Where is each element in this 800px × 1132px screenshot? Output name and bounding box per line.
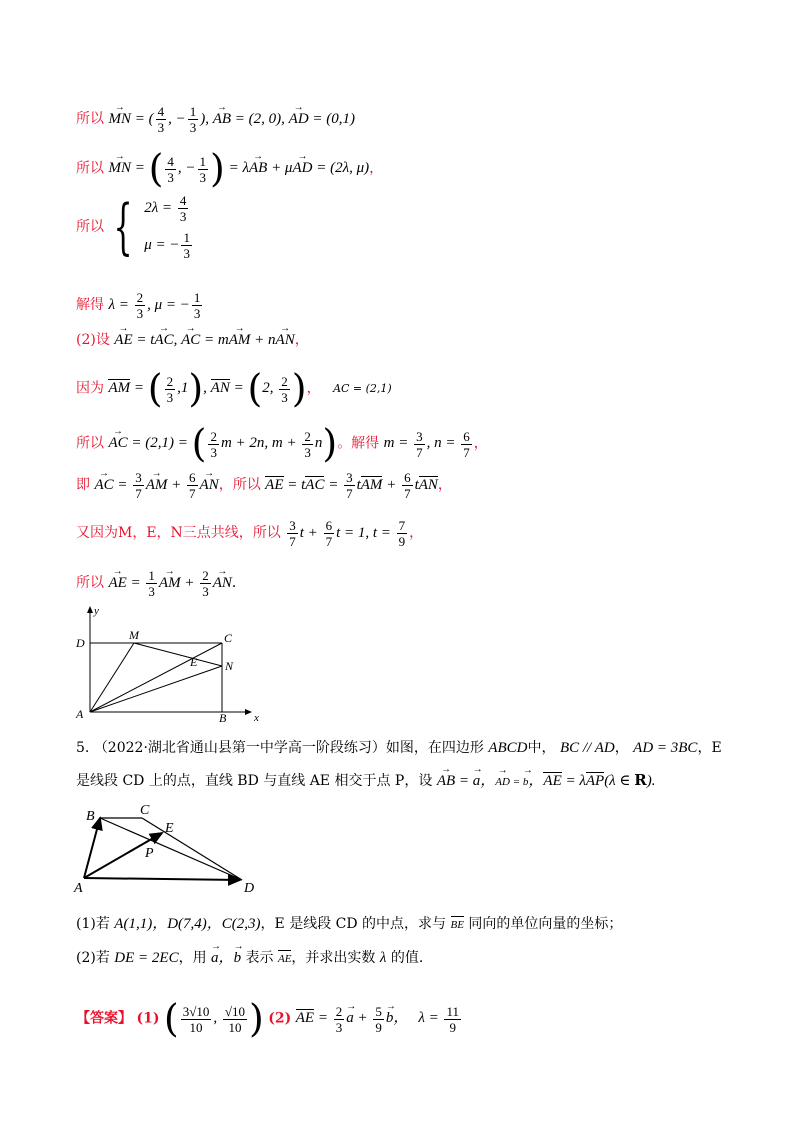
period: ． <box>231 574 246 591</box>
fig2-point-d: D <box>244 881 255 896</box>
quadrilateral-figure <box>70 800 270 900</box>
solution-line-6 <box>76 367 392 411</box>
comma: ， <box>369 160 384 177</box>
point-c-label: C <box>224 631 233 645</box>
ac-note: AC = (2,1) <box>333 382 392 396</box>
problem5-line-1: 5. （2022·湖北省通山县第一中学高一阶段练习）如图，在四边形 ABCD中， BC // AD， AD = 3BC，E <box>76 740 722 756</box>
fig2-point-b: B <box>86 809 95 824</box>
solution-line-2 <box>76 147 384 191</box>
comma: ， <box>437 476 452 493</box>
de-condition: DE = 2EC <box>114 950 179 966</box>
solution-line-1 <box>76 104 355 135</box>
problem-line1-tail: ，E <box>697 740 722 756</box>
equation-lambda-mu: λ = $\frac{2}{3}$ , μ = − $\frac{1}{3}$ <box>108 290 201 321</box>
vector-be: BE <box>451 919 464 931</box>
point-e-label: E <box>190 655 198 669</box>
equation-ae-final: → AE = $\frac{1}{3}$ → AM + $\frac{2}{3}$ → AN <box>108 575 231 591</box>
vectors-ab: → a，→ b <box>211 950 241 966</box>
fig2-point-a: A <box>74 881 83 896</box>
comma: ， <box>473 435 488 452</box>
problem5-part1 <box>76 914 622 935</box>
answer-part1: ( $\frac{3√10}{10}$ , $\frac{√10}{10}$ ) <box>163 997 264 1041</box>
problem-number: 5. <box>76 740 90 756</box>
comma: ， <box>294 332 309 348</box>
part1-tail: ，E 是线段 CD 的中点，求与 <box>260 916 447 932</box>
problem-line2: 是线段 CD 上的点，直线 BD 与直线 AE 相交于点 P，设 <box>76 773 433 789</box>
so-label: 所以 <box>76 435 104 452</box>
point-m-label: M <box>129 628 139 642</box>
equation-ae-t: AE = tAC = $\frac{3}{7}$ tAM + $\frac{6}{7}$ tAN <box>265 470 438 501</box>
equation-ac-mn: → AC = $\frac{3}{7}$ → AM + $\frac{6}{7}$ → AN <box>94 477 218 493</box>
problem-mid: 中， <box>527 740 556 756</box>
solution-line-8 <box>76 470 452 501</box>
collinear-text: 又因为M，E，N三点共线，所以 <box>76 524 281 541</box>
x-axis-label: x <box>254 712 259 724</box>
equation-ae-ac: → AE = t→ AC, → AC = m→ AM + n→ AN <box>114 332 294 348</box>
lambda-symbol: λ <box>379 950 387 966</box>
part2-mid2: 表示 <box>245 950 274 966</box>
part2-tail2: 的值. <box>390 950 424 966</box>
so-label: 所以 <box>76 160 104 177</box>
point-d-label: D <box>76 636 85 650</box>
solution-line-9 <box>76 518 423 549</box>
point-a-label: A <box>76 707 84 721</box>
comma: ， <box>306 380 321 397</box>
answer-part2-label: (2) <box>268 1010 292 1027</box>
solve-tail: 。解得 <box>337 435 380 452</box>
solve-label: 解得 <box>76 296 104 313</box>
so-label: 所以 <box>76 219 104 235</box>
answer-part1-label: (1) <box>136 1010 160 1027</box>
solution-line-7 <box>76 422 488 466</box>
answer-line <box>76 997 463 1041</box>
so-label: 所以 <box>76 110 104 127</box>
equation-am-an: AM = ( $\frac{2}{3}$ ,1), AN = (2, $\frac{2}{3}$ ) <box>108 367 307 411</box>
points-given: A(1,1)，D(7,4)，C(2,3) <box>114 916 261 932</box>
parallel-condition: BC // AD <box>559 740 615 756</box>
solution-line-10 <box>76 568 246 599</box>
part2-mid: ，用 <box>178 950 207 966</box>
y-axis-label: y <box>94 605 99 617</box>
part1-prefix: (1)若 <box>76 916 110 932</box>
because-label: 因为 <box>76 380 104 397</box>
point-b-label: B <box>219 711 227 724</box>
answer-part2: AE = $\frac{2}{3}$ → a + $\frac{5}{9}$ → b， λ = $\frac{11}{9}$ <box>296 1010 463 1026</box>
rectangle-figure <box>72 604 272 724</box>
problem5-part2 <box>76 948 423 969</box>
fig2-point-p: P <box>145 846 154 861</box>
system-equations: 所以 { 2λ = $\frac{4}{3}$ μ = − $\frac{1}{3}$ <box>76 192 190 262</box>
quad-name: ABCD <box>488 740 528 756</box>
so-label: 所以 <box>76 574 104 591</box>
equation-mn-ab-ad: → MN = ( $\frac{4}{3}$ , − $\frac{1}{3}$ ), → AB = (2, 0), → AD = (0,1) <box>108 111 355 127</box>
ie-label: 即 <box>76 476 90 493</box>
problem-source: （2022·湖北省通山县第一中学高一阶段练习）如图，在四边形 <box>93 740 484 756</box>
solution-line-3 <box>76 190 194 264</box>
equation-ac-expand: → AC = (2,1) = ( $\frac{2}{3}$ m + 2n, m + $\frac{2}{3}$ n) <box>108 435 337 451</box>
problem5-line-2 <box>76 770 656 792</box>
part1-tail2: 同向的单位向量的坐标； <box>468 916 623 932</box>
equation-t: $\frac{3}{7}$ t + $\frac{6}{7}$ t = 1, t = $\frac{7}{9}$ <box>289 518 406 549</box>
point-n-label: N <box>225 659 234 673</box>
vector-defs: → AB = → a，→ AD = → b，AE = λAP(λ ∈ R). <box>437 773 656 789</box>
part2-prefix: (2)若 <box>76 950 110 966</box>
equation-m-n: m = $\frac{3}{7}$ , n = $\frac{6}{7}$ <box>383 428 470 460</box>
fig2-point-e: E <box>165 821 174 836</box>
length-condition: AD = 3BC <box>633 740 698 756</box>
vector-ae: AE <box>278 953 291 965</box>
comma: ， <box>409 524 424 541</box>
solution-line-4 <box>76 290 204 321</box>
so2-label: ，所以 <box>218 476 261 493</box>
answer-label: 【答案】 <box>76 1010 132 1027</box>
solution-line-5 <box>76 330 309 350</box>
part2-set-label: (2)设 <box>76 332 110 348</box>
fig2-point-c: C <box>140 803 150 818</box>
equation-mn-decompose: → MN = ( $\frac{4}{3}$ , − $\frac{1}{3}$ ) = λ→ AB + μ→ AD = (2λ, μ) <box>108 160 369 176</box>
part2-tail: ，并求出实数 <box>291 950 376 966</box>
